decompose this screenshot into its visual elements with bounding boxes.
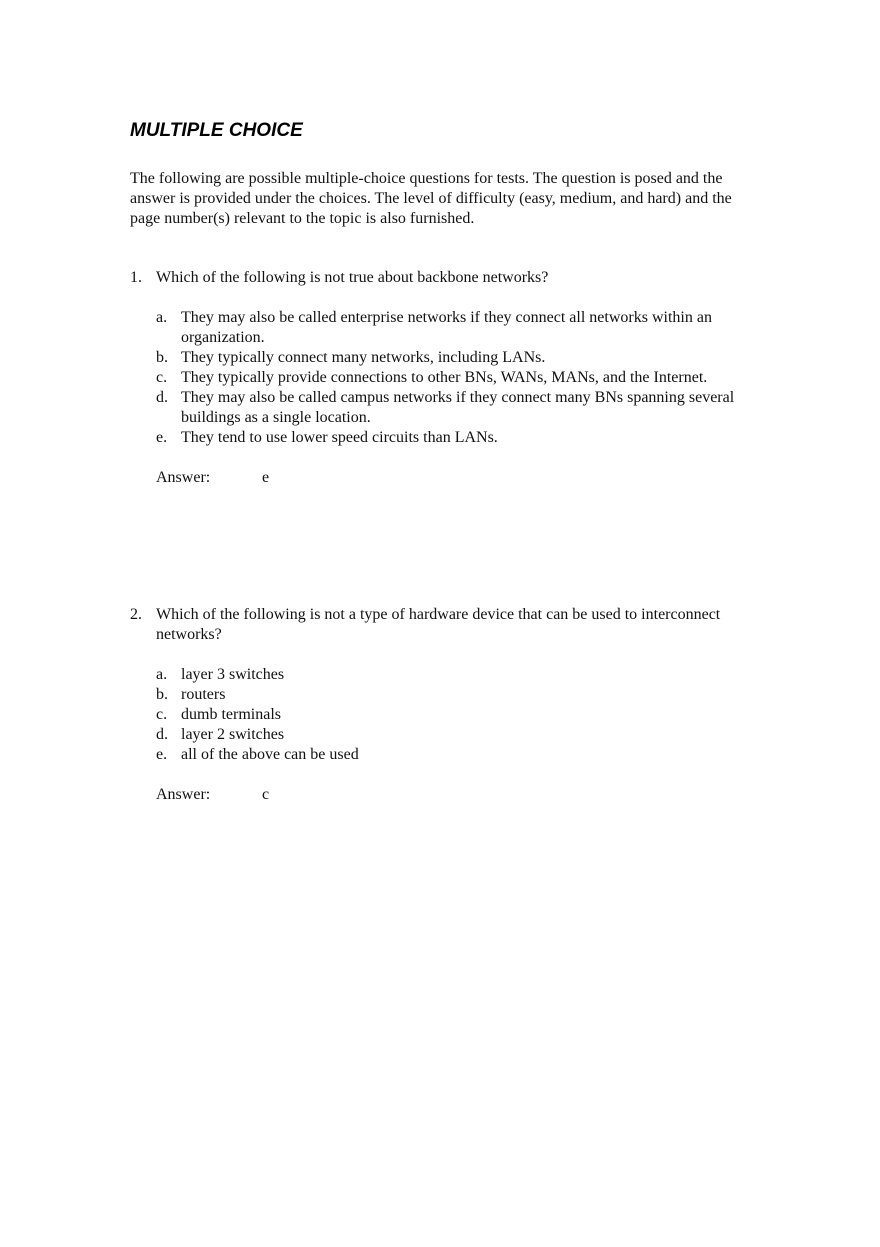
choice-text: They typically provide connections to other BNs, WANs, MANs, and the Internet. — [181, 369, 708, 386]
choice-item-a — [156, 665, 746, 685]
choice-letter: d. — [156, 726, 168, 743]
choice-item-c — [156, 368, 746, 388]
intro-paragraph: The following are possible multiple-choice questions for tests. The question is posed and the answer is provided under the choices. The level of difficulty (easy, medium, and hard) and the page number(s) relevant to the topic is also furnished. — [130, 170, 732, 227]
choice-letter: c. — [156, 706, 168, 723]
choice-item-a — [156, 308, 746, 348]
answer-line — [156, 468, 750, 488]
choice-letter: c. — [156, 369, 168, 386]
choice-item-b — [156, 685, 746, 705]
question-number: 1. — [130, 269, 142, 286]
choice-text: all of the above can be used — [181, 746, 359, 763]
choice-letter: e. — [156, 746, 168, 763]
answer-line — [156, 785, 750, 805]
question-text: Which of the following is not true about backbone networks? — [156, 269, 549, 286]
answer-label: Answer: — [156, 786, 211, 803]
choice-item-e — [156, 428, 746, 448]
page-title: MULTIPLE CHOICE — [130, 120, 303, 141]
choice-list — [156, 308, 746, 448]
choice-letter: a. — [156, 309, 168, 326]
choice-text: They tend to use lower speed circuits than LANs. — [181, 429, 498, 446]
question-1 — [130, 268, 750, 488]
choice-item-d — [156, 725, 746, 745]
choice-text: layer 2 switches — [181, 726, 285, 743]
question-1-header — [130, 268, 750, 288]
choice-letter: b. — [156, 686, 168, 703]
choice-text: dumb terminals — [181, 706, 281, 723]
choice-letter: d. — [156, 389, 168, 406]
choice-list — [156, 665, 746, 765]
choice-text: They may also be called enterprise networks if they connect all networks within an organization. — [181, 309, 712, 346]
choice-item-e — [156, 745, 746, 765]
choice-letter: e. — [156, 429, 168, 446]
question-2-header — [130, 605, 750, 645]
choice-item-b — [156, 348, 746, 368]
choice-text: layer 3 switches — [181, 666, 285, 683]
choice-text: They typically connect many networks, including LANs. — [181, 349, 546, 366]
choice-item-c — [156, 705, 746, 725]
choice-item-d — [156, 388, 746, 428]
choice-letter: a. — [156, 666, 168, 683]
answer-value: c — [262, 786, 270, 803]
choice-text: They may also be called campus networks if they connect many BNs spanning several buildings as a single location. — [181, 389, 735, 426]
answer-label: Answer: — [156, 469, 211, 486]
question-text: Which of the following is not a type of hardware device that can be used to interconnect networks? — [156, 606, 721, 643]
choice-letter: b. — [156, 349, 168, 366]
question-number: 2. — [130, 606, 142, 623]
choice-text: routers — [181, 686, 226, 703]
answer-value: e — [262, 469, 270, 486]
question-2 — [130, 605, 750, 805]
